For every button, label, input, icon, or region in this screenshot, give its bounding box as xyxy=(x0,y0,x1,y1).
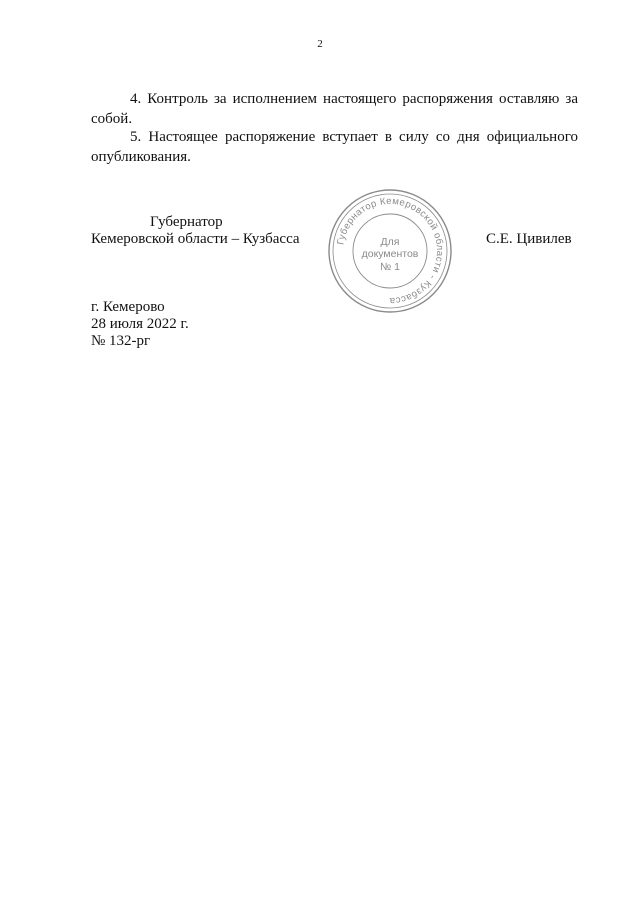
page-number: 2 xyxy=(317,38,323,50)
seal-center-line-1: Для xyxy=(380,236,400,248)
paragraph-4: 4. Контроль за исполнением настоящего распоряжения оставляю за собой. xyxy=(91,91,578,127)
official-seal xyxy=(325,186,455,316)
document-number: № 132-рг xyxy=(91,333,151,349)
document-date: 28 июля 2022 г. xyxy=(91,316,189,332)
document-city: г. Кемерово xyxy=(91,299,165,315)
seal-ring-text: Губернатор Кемеровской области - Кузбасса xyxy=(335,195,446,307)
paragraph-5: 5. Настоящее распоряжение вступает в силу со дня официального опубликования. xyxy=(91,129,578,165)
signatory-name: С.Е. Цивилев xyxy=(486,231,572,247)
seal-center-line-3: № 1 xyxy=(379,261,401,273)
signatory-title: Губернатор xyxy=(150,214,223,230)
signatory-region: Кемеровской области – Кузбасса xyxy=(91,231,300,247)
seal-center-line-2: документов xyxy=(361,248,419,260)
